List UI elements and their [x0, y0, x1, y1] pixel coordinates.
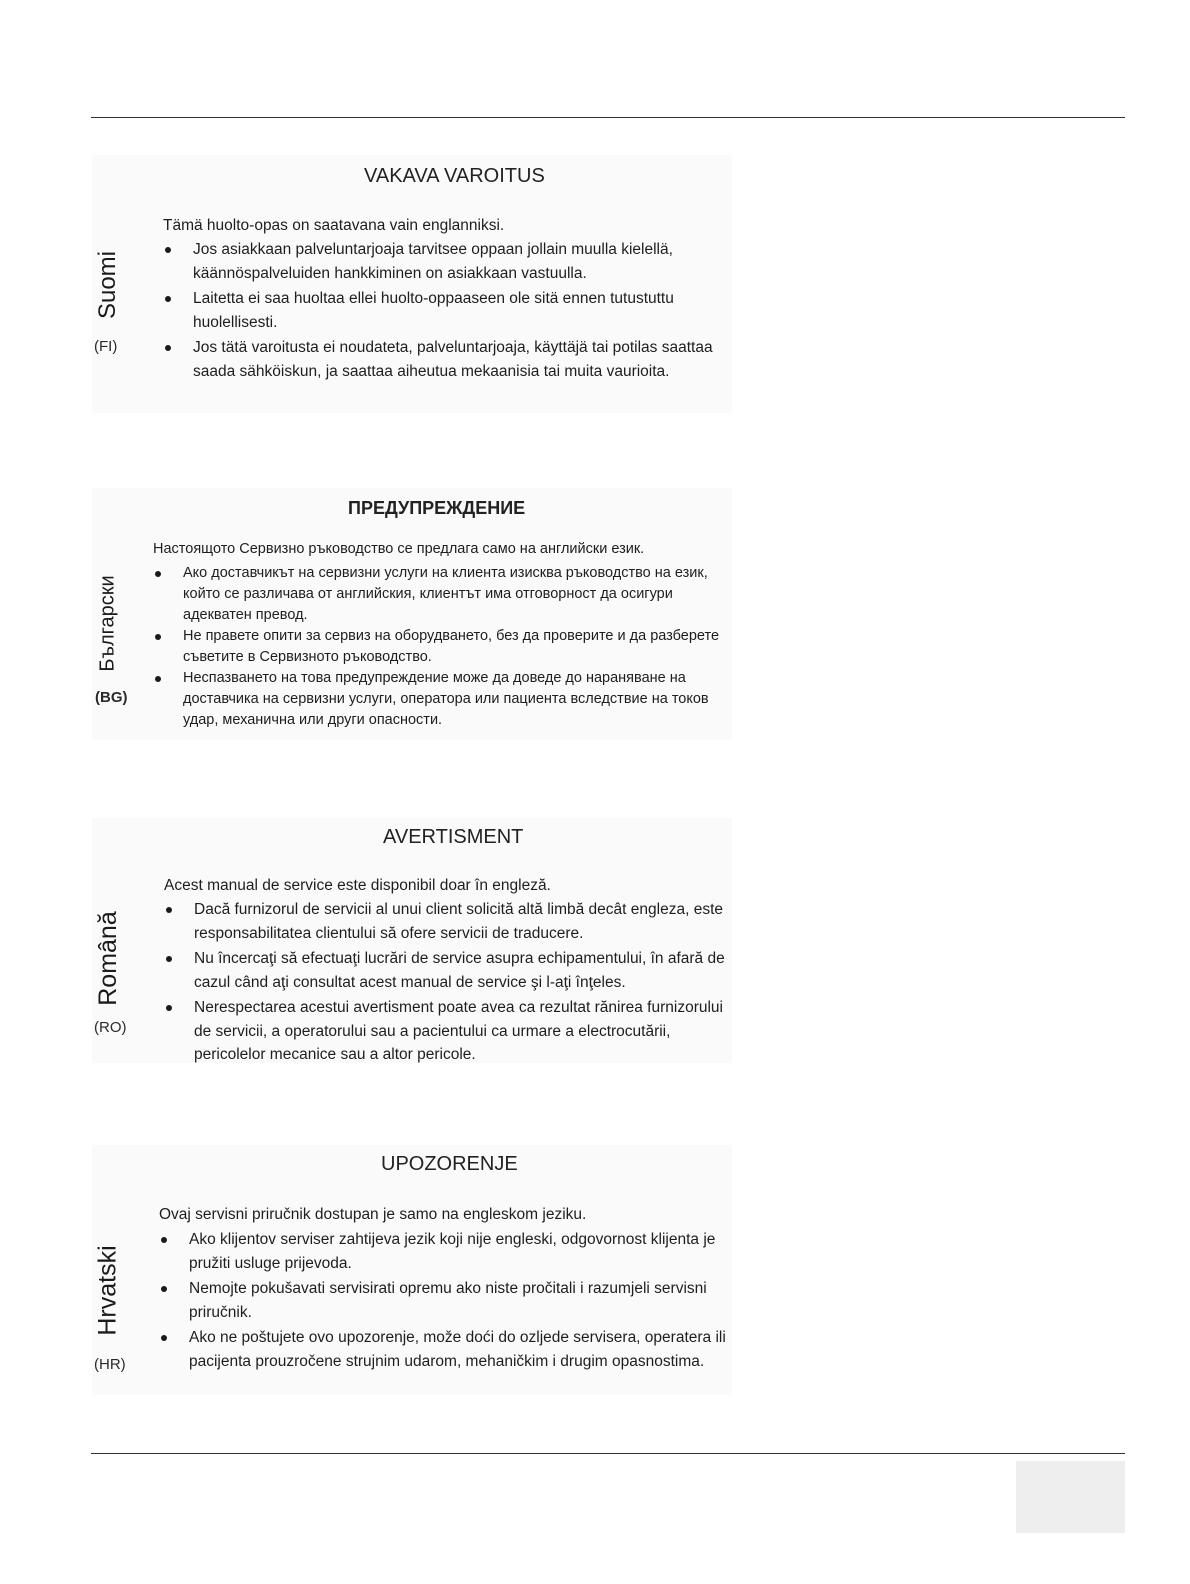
warning-heading: AVERTISMENT	[383, 826, 524, 848]
language-code: (RO)	[94, 1019, 127, 1036]
list-item: Nemojte pokušavati servisirati opremu ako niste pročitali i razumjeli servisni priručnik.	[159, 1277, 734, 1324]
warning-bullet-list	[163, 238, 738, 385]
list-item: Jos tätä varoitusta ei noudateta, palveluntarjoaja, käyttäjä tai potilas saattaa saada sähköiskun, ja saattaa aiheutua mekaanisia tai muita vaurioita.	[163, 336, 738, 383]
list-item: Laitetta ei saa huoltaa ellei huolto-oppaaseen ole sitä ennen tutustuttu huolellisesti.	[163, 287, 738, 334]
language-code: (FI)	[94, 338, 118, 355]
warning-bullet-list	[164, 898, 734, 1069]
warning-section-fi	[92, 155, 732, 413]
language-code: (BG)	[95, 689, 128, 706]
language-label: Български	[96, 574, 119, 672]
list-item: Nerespectarea acestui avertisment poate avea ca rezultat rănirea furnizorului de servicii, a operatorului sau a pacientului ca urmare a electrocutării, pericolelor mecanice sau a altor pericole.	[164, 996, 734, 1067]
list-item: Не правете опити за сервиз на оборудването, без да проверите и да разберете съветите в Сервизното ръководство.	[153, 626, 733, 668]
warning-bullet-list	[159, 1228, 734, 1375]
list-item: Неспазването на това предупреждение може да доведе до нараняване на доставчика на сервизни услуги, оператора или пациента вследствие на токов удар, механична или други опасности.	[153, 668, 733, 731]
footer-rule	[91, 1453, 1125, 1454]
list-item: Ako ne poštujete ovo upozorenje, može doći do ozljede servisera, operatera ili pacijenta prouzročene strujnim udarom, mehaničkim i drugim opasnostima.	[159, 1326, 734, 1373]
warning-section-ro	[92, 818, 732, 1063]
list-item: Dacă furnizorul de servicii al unui client solicită altă limbă decât engleza, este responsabilitatea clientului să ofere servicii de traducere.	[164, 898, 734, 945]
list-item: Ako klijentov serviser zahtijeva jezik koji nije engleski, odgovornost klijenta je pružiti usluge prijevoda.	[159, 1228, 734, 1275]
language-label: Suomi	[94, 250, 121, 320]
warning-heading: ПРЕДУПРЕЖДЕНИЕ	[348, 498, 526, 518]
header-rule	[91, 117, 1125, 118]
warning-bullet-list	[153, 563, 733, 731]
warning-heading: UPOZORENJE	[381, 1153, 518, 1175]
warning-intro: Acest manual de service este disponibil doar în engleză.	[164, 877, 551, 894]
warning-intro: Ovaj servisni priručnik dostupan je samo na engleskom jeziku.	[159, 1206, 587, 1223]
page-number-box	[1016, 1461, 1125, 1533]
language-label: Hrvatski	[93, 1244, 122, 1336]
list-item: Jos asiakkaan palveluntarjoaja tarvitsee oppaan jollain muulla kielellä, käännöspalveluiden hankkiminen on asiakkaan vastuulla.	[163, 238, 738, 285]
warning-section-hr	[92, 1145, 732, 1395]
warning-intro: Настоящото Сервизно ръководство се предлага само на английски език.	[153, 541, 645, 557]
language-label: Română	[93, 910, 122, 1006]
warning-section-bg	[92, 488, 732, 740]
warning-heading: VAKAVA VAROITUS	[364, 165, 545, 187]
language-code: (HR)	[94, 1356, 126, 1373]
warning-intro: Tämä huolto-opas on saatavana vain englanniksi.	[163, 217, 505, 234]
list-item: Ако доставчикът на сервизни услуги на клиента изисква ръководство на език, който се различава от английския, клиентът има отговорност да осигури адекватен превод.	[153, 563, 733, 626]
list-item: Nu încercaţi să efectuaţi lucrări de service asupra echipamentului, în afară de cazul când aţi consultat acest manual de service şi l-aţi înţeles.	[164, 947, 734, 994]
